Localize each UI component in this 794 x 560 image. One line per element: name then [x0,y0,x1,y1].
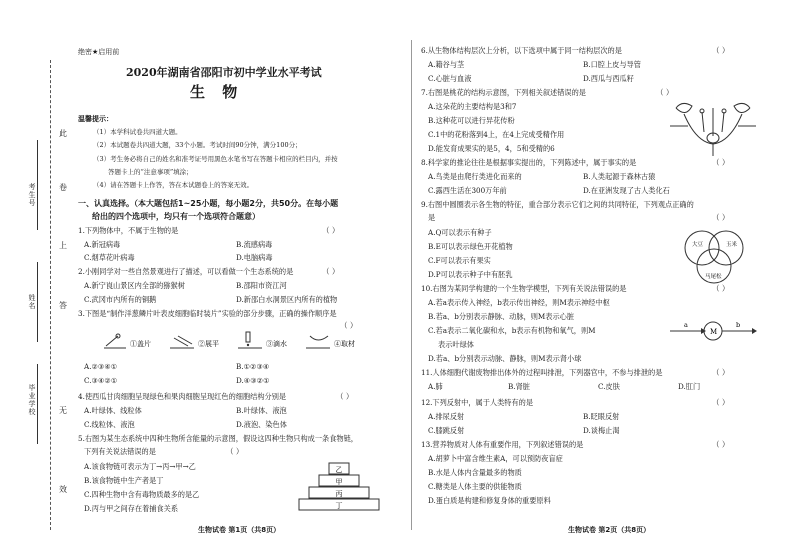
q3-steps-figure [96,330,376,356]
q6-option-c[interactable]: C.心脏与血液 [428,74,472,83]
venn-label: 大豆 [692,242,704,248]
q3-stem: 3.下图是“制作洋葱鳞片叶表皮细胞临时装片”实验的部分步骤，正确的操作顺序是 [78,309,337,318]
q7-option-c[interactable]: C.1中的花粉落到4上，在4上完成受精作用 [428,130,565,139]
notice-line: 答题卡上的“注意事项”填涂； [108,168,193,176]
q5-stem: 5.右图为某生态系统中四种生物所含能量的示意图，假设这四种生物只构成一条食物链， [78,434,358,443]
q9-option-d[interactable]: D.P可以表示种子中有胚乳 [428,270,513,279]
q8-option-c[interactable]: C.露西生活在300万年前 [428,186,507,195]
page-2-footer: 生物试卷 第2页（共8页） [568,526,651,534]
q1-option-d[interactable]: D.电脑病毒 [236,253,273,262]
notice-line: （4）请在答题卡上作答，答在本试题卷上的答案无效。 [93,181,254,189]
q7-option-b[interactable]: B.这种花可以进行异花传粉 [428,116,515,125]
q1-option-b[interactable]: B.流感病毒 [236,240,273,249]
q7-stem: 7.右图是桃花的结构示意图，下列相关叙述错误的是 [421,88,586,97]
section-1-heading: 给出的四个选项中，均只有一个选项符合题意） [92,212,260,221]
q13-option-c[interactable]: C.糖类是人体主要的供能物质 [428,482,522,491]
q5-option-d[interactable]: D.丙与甲之间存在着捕食关系 [84,504,179,513]
q5-energy-pyramid [298,462,380,514]
q3-option-b[interactable]: B.①②③④ [236,362,270,371]
q13-option-a[interactable]: A.胡萝卜中富含维生素A，可以预防夜盲症 [428,454,563,463]
q6-option-d[interactable]: D.西瓜与西瓜籽 [583,74,634,83]
q11-answer-paren[interactable]: （ ） [712,368,730,377]
q13-option-b[interactable]: B.水是人体内含量最多的物质 [428,468,522,477]
cut-word: 效 [59,485,67,494]
q3-option-c[interactable]: C.③④②① [84,376,118,385]
field-exam-number-line [37,140,38,230]
q5-option-c[interactable]: C.四种生物中含有毒物质最多的是乙 [84,490,200,499]
q7-peach-flower-diagram [666,96,760,158]
q4-option-c[interactable]: C.线粒体、液泡 [84,420,135,429]
q6-stem: 6.从生物体结构层次上分析，以下选项中属于同一结构层次的是 [421,46,622,55]
q13-option-d[interactable]: D.蛋白质是构建和修复身体的重要原料 [428,496,551,505]
model-label: a [684,321,688,329]
step-take-icon [306,336,330,348]
cut-word: 答 [59,301,67,310]
field-name-line [37,262,38,342]
notice-line: （1）本学科试卷共四道大题。 [93,128,182,136]
q3-option-d[interactable]: D.④③②① [236,376,270,385]
q11-option-b[interactable]: B.肾脏 [508,382,530,391]
field-school: 毕业学校 [28,384,36,416]
q2-option-c[interactable]: C.武冈市内所有的铜鹅 [84,295,157,304]
q9-option-a[interactable]: A.Q可以表示有种子 [428,228,492,237]
q2-option-b[interactable]: B.邵阳市资江河 [236,281,287,290]
q1-option-a[interactable]: A.新冠病毒 [84,240,121,249]
q6-answer-paren[interactable]: （ ） [712,46,730,55]
step-drip-icon [238,332,262,348]
q8-option-b[interactable]: B.人类起源于森林古猿 [583,172,656,181]
q6-option-b[interactable]: B.口腔上皮与导管 [583,60,641,69]
q4-option-b[interactable]: B.叶绿体、液泡 [236,406,287,415]
model-label: M [710,328,718,336]
q4-stem: 4.使西瓜甘肉细胞呈现绿色和果肉细胞呈现红色的细胞结构分别是 [78,392,287,401]
step-label: ②展平 [198,340,219,348]
q7-answer-paren[interactable]: （ ） [656,88,674,97]
q3-option-a[interactable]: A.②③④① [84,362,118,371]
cut-word: 此 [59,129,67,138]
q2-option-d[interactable]: D.新邵白水洞景区内所有的植物 [236,295,338,304]
cut-word: 无 [59,406,67,415]
pyramid-level-label: 丁 [335,502,343,510]
step-coverslip-icon [104,334,126,348]
step-label: ③滴水 [266,340,287,348]
cut-word: 上 [59,241,67,250]
q8-answer-paren[interactable]: （ ） [712,158,730,167]
field-exam-number: 考生号 [28,183,36,207]
q9-option-b[interactable]: B.E可以表示绿色开花植物 [428,242,513,251]
q10-answer-paren[interactable]: （ ） [712,284,730,293]
pyramid-level-label: 甲 [335,478,343,486]
page-divider [411,40,412,530]
page-1-footer: 生物试卷 第1页（共8页） [198,526,281,534]
field-name: 姓名 [28,294,36,310]
q11-stem: 11.人体细胞代谢废物排出体外的过程叫排泄，下列器官中，不参与排泄的是 [421,368,663,377]
venn-label: 马尾松 [705,274,722,280]
q10-option-b[interactable]: B.若a、b分别表示静脉、动脉，则M表示心脏 [428,312,575,321]
notice-line: （2）本试题卷共四道大题，33个小题。考试时间90分钟，满分100分； [93,141,302,149]
model-label: b [736,321,741,329]
q12-stem: 12.下列反射中，属于人类特有的是 [421,398,534,407]
exam-title: 2020年湖南省邵阳市初中学业水平考试 [126,66,322,79]
q6-option-a[interactable]: A.籍谷与茎 [428,60,465,69]
q7-option-a[interactable]: A.这朵花的主要结构是3和7 [428,102,517,111]
q3-answer-paren[interactable]: （ ） [340,321,358,330]
step-flatten-icon [170,336,194,348]
q12-option-c[interactable]: C.膝跳反射 [428,426,465,435]
q1-answer-paren[interactable]: （ ） [322,226,340,235]
q10-model-diagram [668,316,758,346]
q11-option-a[interactable]: A.肺 [428,382,443,391]
step-label: ④取材 [334,340,355,348]
q5-stem-cont: 下列有关说法错误的是 [84,447,156,456]
q11-option-c[interactable]: C.皮肤 [598,382,620,391]
q1-stem: 1.下列物体中，不属于生物的是 [78,226,179,235]
q10-stem: 10.右图为某同学构建的一个生物学模型，下列有关说法错误的是 [421,284,627,293]
q9-stem-cont: 是 [428,213,436,222]
q8-option-d[interactable]: D.在亚洲发现了古人类化石 [583,186,670,195]
q10-option-c[interactable]: C.若a表示二氧化碳和水，b表示有机物和氧气，则M [428,326,596,335]
q12-option-b[interactable]: B.眨眼反射 [583,412,620,421]
cut-word: 卷 [59,183,67,192]
q11-option-d[interactable]: D.肛门 [678,382,701,391]
section-1-heading: 一、认真选择。（本大题包括1~25小题，每小题2分，共50分。在每小题 [78,199,339,208]
q2-stem: 2.小刚同学对一些自然景观进行了描述，可以看做一个生态系统的是 [78,267,294,276]
q2-option-a[interactable]: A.新宁崀山景区内全部的猕猴树 [84,281,185,290]
q9-option-c[interactable]: C.F可以表示有果实 [428,256,491,265]
q8-option-a[interactable]: A.鸟类是由爬行类进化而来的 [428,172,522,181]
q2-answer-paren[interactable]: （ ） [322,267,340,276]
subject-title: 生 物 [190,83,244,101]
q13-answer-paren[interactable]: （ ） [712,440,730,449]
venn-label: 玉米 [726,242,738,248]
q9-venn-diagram [676,224,752,288]
secret-label: 绝密★启用前 [78,48,120,56]
q10-option-a[interactable]: A.若a表示传入神经，b表示传出神经，则M表示神经中枢 [428,298,610,307]
q12-answer-paren[interactable]: （ ） [712,398,730,407]
step-label: ①盖片 [130,340,151,348]
q5-answer-paren[interactable]: （ ） [226,447,244,456]
q4-option-d[interactable]: D.液泡、染色体 [236,420,287,429]
q1-option-c[interactable]: C.烟草花叶病毒 [84,253,135,262]
q10-option-d[interactable]: D.若a、b分别表示动脉、静脉，则M表示肾小球 [428,354,582,363]
pyramid-level-label: 乙 [335,466,343,474]
q10-option-c-cont: 表示叶绿体 [438,340,474,349]
q13-stem: 13.营养物质对人体有重要作用，下列叙述错误的是 [421,440,584,449]
field-school-line [37,364,38,444]
pyramid-level-label: 丙 [335,490,343,498]
q8-stem: 8.科学家的推论往往是根据事实提出的，下列陈述中，属于事实的是 [421,158,637,167]
q5-option-a[interactable]: A.该食物链可表示为丁→丙→甲→乙 [84,462,196,471]
q4-answer-paren[interactable]: （ ） [336,392,354,401]
q12-option-d[interactable]: D.谈梅止渴 [583,426,620,435]
cut-line [50,60,51,530]
q12-option-a[interactable]: A.排尿反射 [428,412,465,421]
q5-option-b[interactable]: B.该食物链中生产者是丁 [84,476,164,485]
q9-stem: 9.右图中圆圈表示各生物的特征，重合部分表示它们之间的共同特征，下列观点正确的 [421,200,694,209]
q9-answer-paren[interactable]: （ ） [712,213,730,222]
q7-option-d[interactable]: D.能发育成果实的是5，4，5和受精的6 [428,144,555,153]
q4-option-a[interactable]: A.叶绿体、线粒体 [84,406,142,415]
notice-line: （3）考生务必将自己的姓名和准考证号用黑色水笔书写在答题卡相应的栏目内，并按 [93,155,338,163]
notice-title: 温馨提示： [78,115,113,123]
